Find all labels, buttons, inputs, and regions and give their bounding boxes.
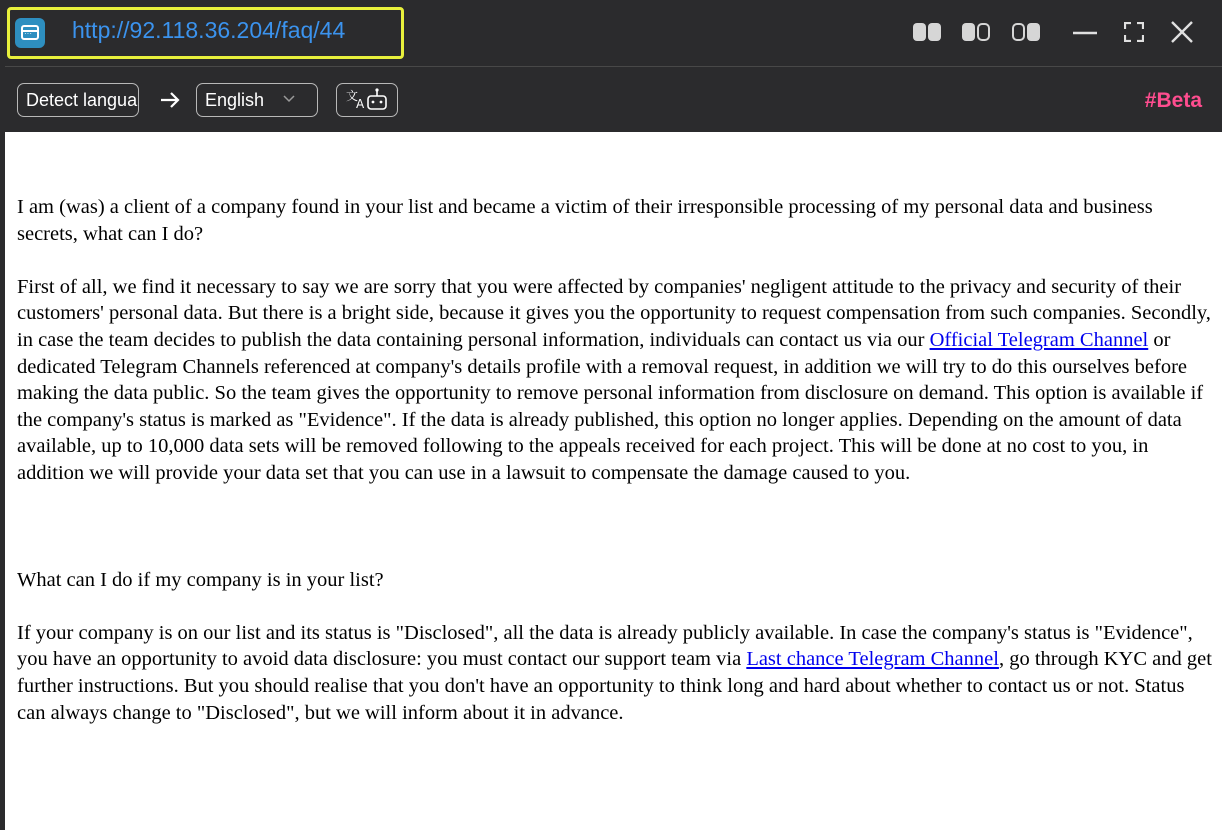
browser-window-icon: [15, 18, 45, 48]
svg-text:文: 文: [346, 89, 359, 103]
layout-right-icon[interactable]: [1012, 22, 1040, 42]
translate-icon: [337, 84, 397, 116]
svg-text:A: A: [356, 97, 365, 111]
address-url[interactable]: http://92.118.36.204/faq/44: [72, 17, 346, 43]
beta-label: #Beta: [1144, 89, 1202, 112]
source-language-select[interactable]: Detect langua: [17, 83, 139, 117]
translate-toolbar: [5, 66, 1222, 132]
official-telegram-channel-link[interactable]: Official Telegram Channel: [929, 328, 1149, 351]
answer-text: First of all, we find it necessary to say we are sorry that you were affected by companies' negligent attitude to the privacy and security of their customers' personal data. But there is a bright side, because it gives you the opportunity to request compensation from such companies. Secondly, in case the team decides to publish the data containing personal information, individuals can contact us via our: [17, 275, 1211, 351]
minimize-icon[interactable]: [1072, 23, 1098, 43]
translate-button[interactable]: [336, 83, 398, 117]
arrow-right-icon: [160, 91, 180, 109]
faq-answer: [17, 274, 1212, 487]
answer-text: , go through KYC and get further instructions. But you should realise that you don't have an opportunity to think long and hard about whether to contact us or not. Status can always change to "Disclosed", but we will inform about it in advance.: [17, 648, 1212, 724]
last-chance-telegram-channel-link[interactable]: Last chance Telegram Channel: [746, 648, 999, 671]
faq-content: [17, 194, 1212, 726]
target-language-select[interactable]: English: [196, 83, 318, 117]
faq-question: I am (was) a client of a company found in your list and became a victim of their irresponsible processing of my personal data and business secrets, what can I do?: [17, 196, 1153, 245]
browser-titlebar: [0, 0, 1222, 66]
maximize-icon[interactable]: [1124, 22, 1144, 42]
chevron-down-icon: [283, 95, 295, 103]
layout-left-icon[interactable]: [962, 22, 990, 42]
close-icon[interactable]: [1170, 20, 1194, 44]
layout-full-icon[interactable]: [913, 22, 941, 42]
faq-question: What can I do if my company is in your list?: [17, 568, 384, 591]
answer-text: or dedicated Telegram Channels referenced at company's details profile with a removal request, in addition we will try to do this ourselves before making the data public. So the team gives the opportunity to remove personal information from disclosure on demand. This option is available if the company's status is marked as "Evidence". If the data is already published, this option no longer applies. Depending on the amount of data available, up to 10,000 data sets will be removed following to the appeals received for each project. This will be done at no cost to you, in addition we will provide your data set that you can use in a lawsuit to compensate the damage caused to you.: [17, 328, 1204, 484]
answer-text: If your company is on our list and its status is "Disclosed", all the data is already publicly available. In case the company's status is "Evidence", you have an opportunity to avoid data disclosure: you must contact our support team via: [17, 621, 1193, 671]
window-left-border: [0, 66, 5, 830]
faq-answer: [17, 620, 1212, 726]
